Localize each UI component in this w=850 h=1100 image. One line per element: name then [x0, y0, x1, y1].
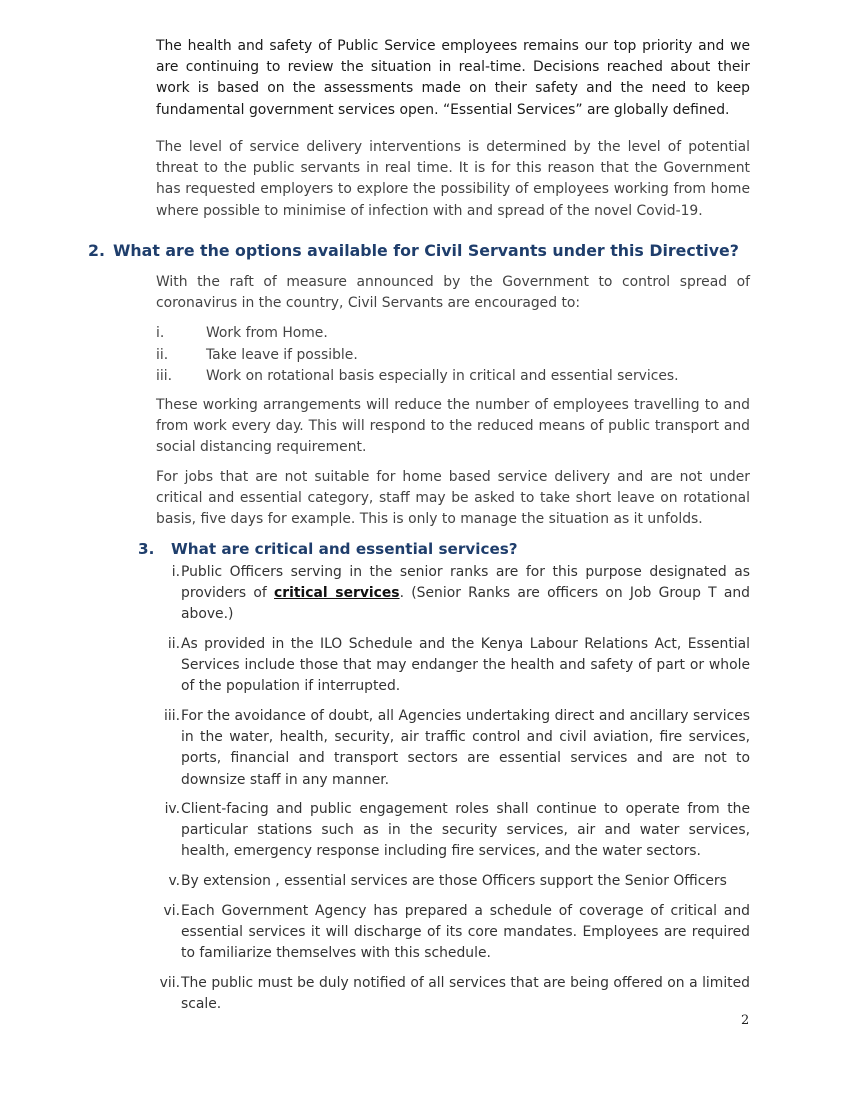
list-item-text: By extension , essential services are those Officers support the Senior Officers — [181, 873, 727, 889]
list-item — [156, 973, 750, 1015]
short-leave-paragraph: For jobs that are not suitable for home based service delivery and are not under critical and essential category, staff may be asked to take short leave on rotational basis, five days for example. This is only to manage the situation as it unfolds. — [156, 469, 750, 528]
item-text-after: . (Senior Ranks are officers on Job Group T and above.) — [181, 585, 751, 623]
list-item-number: iv. — [164, 801, 180, 817]
list-item-number: ii. — [167, 636, 180, 652]
options-list — [156, 323, 750, 388]
section-3-heading — [138, 540, 518, 558]
item-text-before: Public Officers serving in the senior ranks are for this purpose designated as providers of — [181, 564, 750, 602]
list-item — [156, 345, 750, 367]
intro-paragraph-service-delivery: The level of service delivery interventions is determined by the level of potential threat to the public servants in real time. It is for this reason that the Government has requested employers to explore the possibility of employees working from home where possible to minimise of infection with and spread of the novel Covid-19. — [156, 139, 750, 219]
list-item — [156, 706, 750, 791]
list-item-text: Client-facing and public engagement roles shall continue to operate from the particular stations such as in the security services, air and water services, health, emergency response including fire services, and the water sectors. — [181, 801, 750, 860]
working-arrangements-paragraph: These working arrangements will reduce the number of employees travelling to and from work every day. This will respond to the reduced means of public transport and social distancing requirement. — [156, 397, 750, 456]
page-number: 2 — [741, 1013, 750, 1028]
list-item-text: Each Government Agency has prepared a schedule of coverage of critical and essential services it will discharge of its core mandates. Employees are required to familiarize themselves with this schedule. — [181, 903, 750, 962]
section-3-title: What are critical and essential services? — [171, 540, 518, 558]
list-item — [156, 562, 750, 626]
list-item-number: vi. — [163, 903, 180, 919]
list-item-number: iii. — [156, 368, 172, 384]
list-item-text: For the avoidance of doubt, all Agencies undertaking direct and ancillary services in the water, health, security, air traffic control and civil aviation, fire services, ports, financial and transport sectors are essential services and are not to downsize staff in any manner. — [181, 708, 750, 788]
critical-services-emphasis: critical services — [274, 585, 400, 602]
section-2-heading — [88, 241, 739, 260]
list-item — [156, 323, 750, 345]
list-item — [156, 901, 750, 965]
list-item — [156, 634, 750, 698]
list-item-text — [181, 562, 750, 626]
intro-paragraph-safety: The health and safety of Public Service employees remains our top priority and we are continuing to review the situation in real-time. Decisions reached about their work is based on the assessments made on their safety and the need to keep fundamental government services open. “Essential Services” are globally defined. — [156, 38, 750, 118]
list-item — [156, 871, 750, 892]
list-item-number: i. — [156, 325, 165, 341]
section-2-number: 2. — [88, 241, 105, 260]
list-item-text: Work from Home. — [206, 325, 328, 341]
list-item-text: The public must be duly notified of all services that are being offered on a limited scale. — [181, 975, 750, 1013]
list-item — [156, 366, 750, 388]
list-item-number: ii. — [156, 346, 169, 363]
list-item-text: Work on rotational basis especially in critical and essential services. — [206, 368, 679, 384]
list-item-number: v. — [168, 873, 180, 889]
list-item-number: i. — [171, 564, 180, 580]
list-item-number: iii. — [164, 708, 180, 724]
section-2-intro: With the raft of measure announced by the Government to control spread of coronavirus in the country, Civil Servants are encouraged to: — [156, 274, 750, 312]
section-2-title: What are the options available for Civil Servants under this Directive? — [113, 241, 739, 260]
list-item — [156, 799, 750, 863]
list-item-text: As provided in the ILO Schedule and the Kenya Labour Relations Act, Essential Services include those that may endanger the health and safety of part or whole of the population if interrupted. — [181, 636, 750, 695]
section-3-number: 3. — [138, 540, 155, 558]
list-item-text: Take leave if possible. — [206, 346, 358, 363]
list-item-number: vii. — [159, 975, 180, 991]
